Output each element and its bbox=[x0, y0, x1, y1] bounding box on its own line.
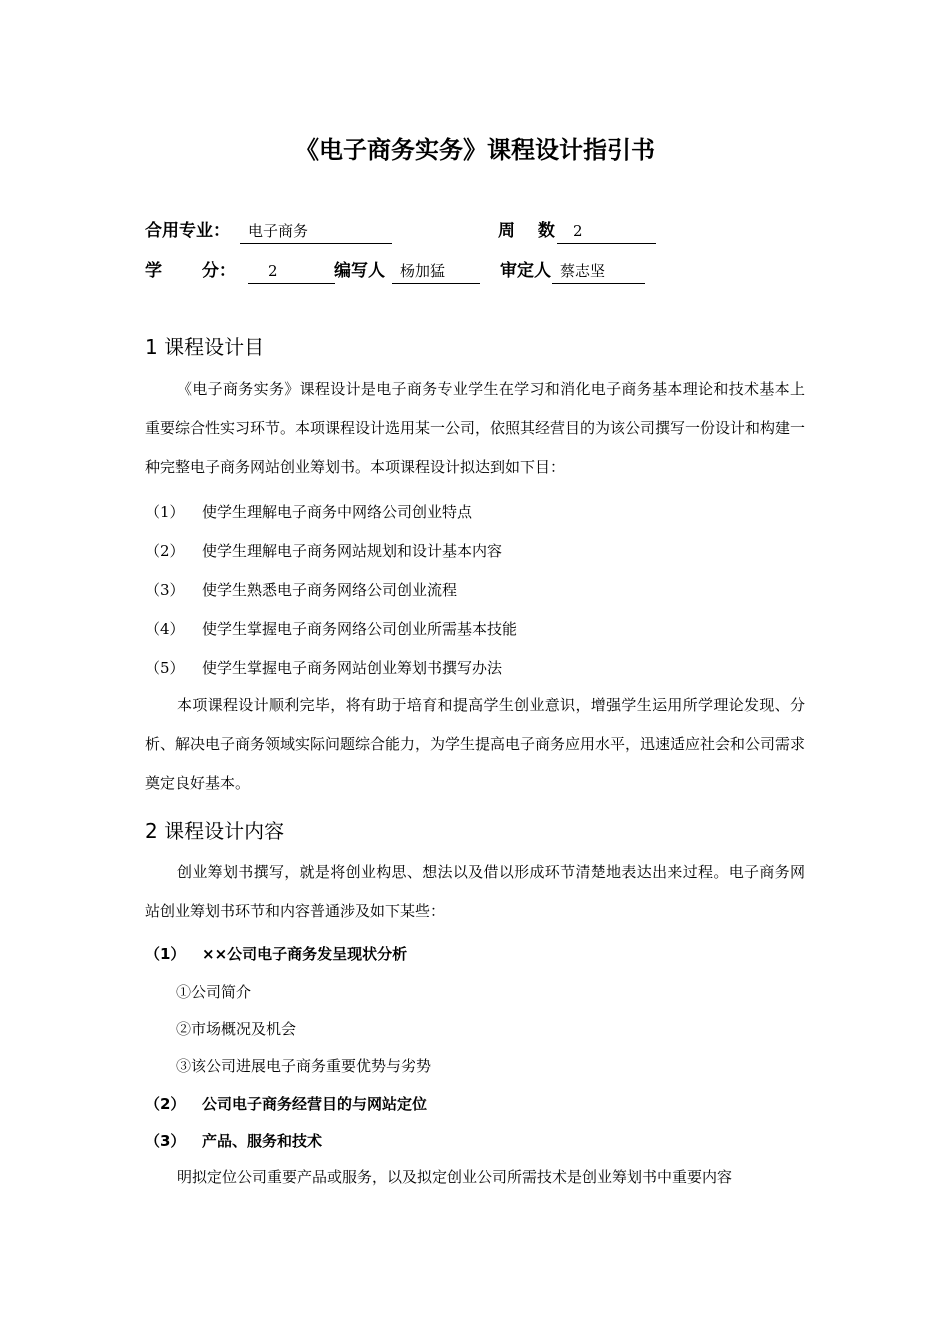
major-value: 电子商务 bbox=[240, 219, 392, 244]
list-item: （3） 使学生熟悉电子商务网络公司创业流程 bbox=[145, 581, 458, 599]
content-item-3: （3） 产品、服务和技术 bbox=[145, 1132, 323, 1150]
document-title: 《电子商务实务》课程设计指引书 bbox=[295, 136, 655, 164]
section2-paragraph-2: 明拟定位公司重要产品或服务，以及拟定创业公司所需技术是创业筹划书中重要内容 bbox=[177, 1168, 733, 1186]
list-item: （5） 使学生掌握电子商务网站创业筹划书撰写办法 bbox=[145, 659, 503, 677]
list-item: （4） 使学生掌握电子商务网络公司创业所需基本技能 bbox=[145, 620, 518, 638]
sub-item: ①公司简介 bbox=[176, 983, 252, 1001]
section1-paragraph-2: 本项课程设计顺利完毕，将有助于培育和提高学生创业意识，增强学生运用所学理论发现、分析、解决电子商务领域实际问题综合能力，为学生提高电子商务应用水平，迅速适应社会和公司需求奠定良好基本。 bbox=[145, 696, 806, 792]
sub-item: ③该公司进展电子商务重要优势与劣势 bbox=[176, 1057, 432, 1075]
section2-paragraph-1: 创业筹划书撰写，就是将创业构思、想法以及借以形成环节清楚地表达出来过程。电子商务网站创业筹划书环节和内容普通涉及如下某些： bbox=[145, 863, 805, 920]
list-item: （1） 使学生理解电子商务中网络公司创业特点 bbox=[145, 503, 473, 521]
weeks-value: 2 bbox=[557, 219, 656, 244]
content-item-1: （1） ××公司电子商务发呈现状分析 bbox=[145, 945, 408, 963]
section1-paragraph-1: 《电子商务实务》课程设计是电子商务专业学生在学习和消化电子商务基本理论和技术基本上重要综合性实习环节。本项课程设计选用某一公司，依照其经营目的为该公司撰写一份设计和构建一种完整电子商务网站创业筹划书。本项课程设计拟达到如下目： bbox=[145, 380, 806, 476]
content-item-2: （2） 公司电子商务经营目的与网站定位 bbox=[145, 1095, 428, 1113]
author-label: 编写人 bbox=[334, 261, 385, 281]
credits-value: 2 bbox=[248, 259, 335, 284]
section2-heading: 2 课程设计内容 bbox=[145, 819, 285, 843]
weeks-label: 周 数 bbox=[498, 221, 555, 241]
credits-label: 学 分： bbox=[145, 261, 236, 281]
section1-heading: 1 课程设计目 bbox=[145, 335, 265, 359]
major-label: 合用专业： bbox=[145, 221, 230, 241]
reviewer-label: 审定人 bbox=[500, 261, 551, 281]
list-item: （2） 使学生理解电子商务网站规划和设计基本内容 bbox=[145, 542, 503, 560]
sub-item: ②市场概况及机会 bbox=[176, 1020, 297, 1038]
author-value: 杨加猛 bbox=[392, 259, 480, 284]
reviewer-value: 蔡志坚 bbox=[552, 259, 645, 284]
